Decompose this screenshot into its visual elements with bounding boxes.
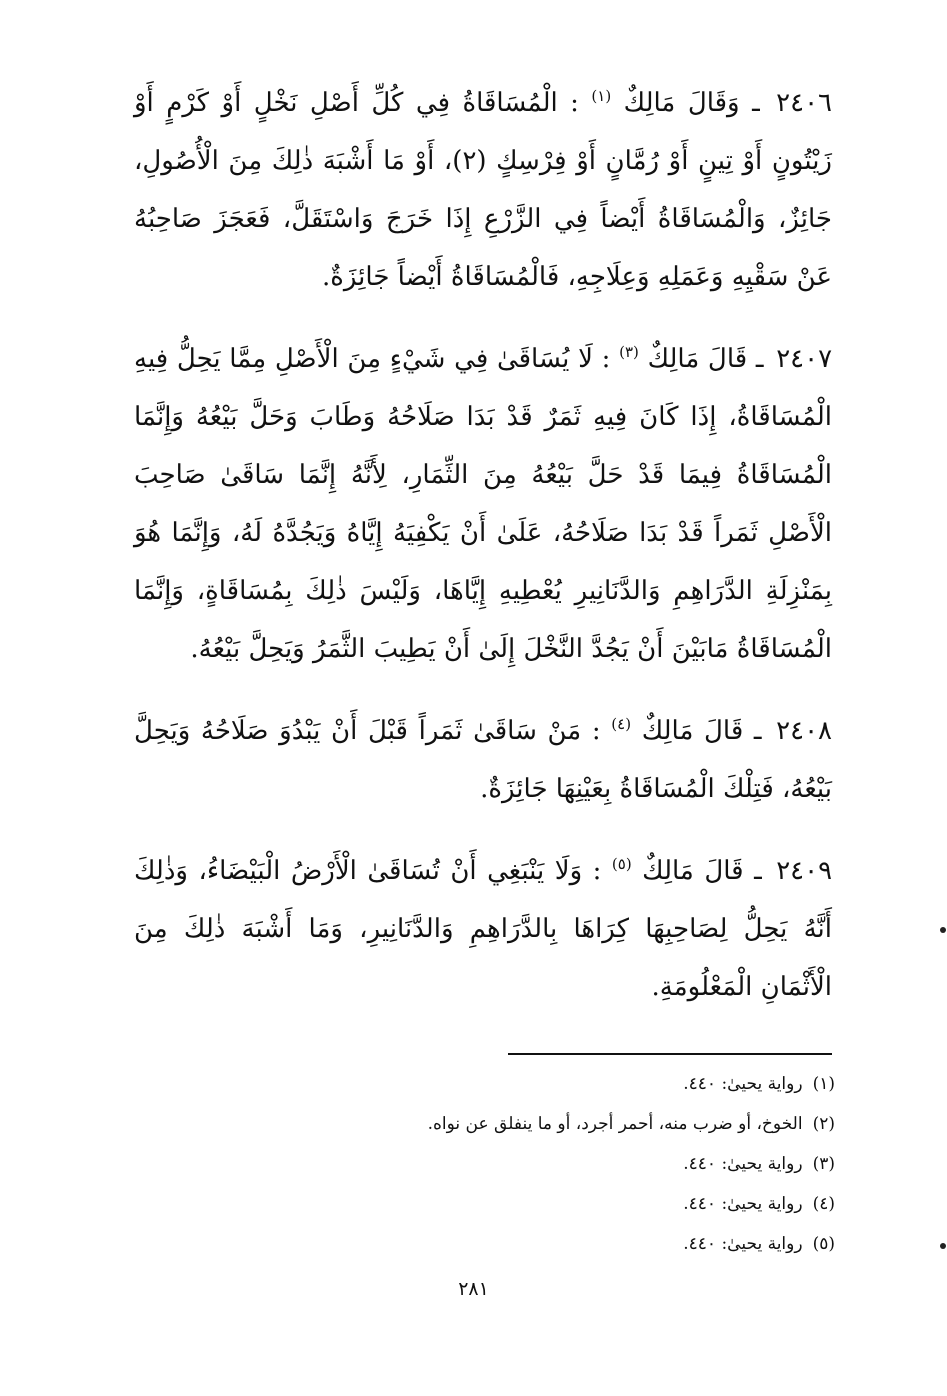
footnote-ref: (٥) [611, 855, 632, 873]
footnote-item [135, 1234, 835, 1274]
footnote-ref: (٣) [619, 343, 639, 361]
paragraph-number: ٢٤٠٦ [776, 88, 833, 118]
paragraph-2406 [134, 74, 832, 306]
paragraph-lead: ـ قَالَ مَالِكٌ [641, 716, 762, 746]
paragraph-text: : لَا يُسَاقَىٰ فِي شَيْءٍ مِنَ الْأَصْلِ مِمَّا يَحِلُّ فِيهِ الْمُسَاقَاةُ، إِذَا كَانَ فِيهِ ثَمَرٌ قَدْ بَدَا صَلَاحُهُ وَطَابَ وَحَلَّ بَيْعُهُ وَإِنَّمَا الْمُسَاقَاةُ فِيمَا قَدْ حَلَّ بَيْعُهُ مِنَ الثِّمَارِ، لِأَنَّهُ إِنَّمَا سَاقَىٰ صَاحِبَ الْأَصْلِ ثَمَراً قَدْ بَدَا صَلَاحُهُ، عَلَىٰ أَنْ يَكْفِيَهُ إِيَّاهُ وَيَجُدَّهُ لَهُ، وَإِنَّمَا هُوَ بِمَنْزِلَةِ الدَّرَاهِمِ وَالدَّنَانِيرِ يُعْطِيهِ إِيَّاهَا، وَلَيْسَ ذٰلِكَ بِمُسَاقَاةٍ، وَإِنَّمَا الْمُسَاقَاةُ مَابَيْنَ أَنْ يَجُدَّ النَّخْلَ إِلَىٰ أَنْ يَطِيبَ الثَّمَرُ وَيَحِلَّ بَيْعُهُ. [134, 344, 832, 664]
footnote-text: الخوخ، أو ضرب منه، أحمر أجرد، أو ما ينفلق عن نواه. [427, 1114, 803, 1134]
paragraph-lead: ـ وَقَالَ مَالِكٌ [623, 88, 760, 118]
footnote-item [135, 1074, 835, 1114]
footnote-number: (٢) [812, 1114, 835, 1134]
paragraph-number: ٢٤٠٨ [776, 716, 833, 746]
footnote-number: (٤) [812, 1194, 835, 1214]
footnote-ref: (١) [591, 87, 612, 105]
page-number: ٢٨١ [458, 1278, 489, 1300]
scan-speck [940, 927, 946, 933]
paragraph-number: ٢٤٠٧ [776, 344, 833, 374]
paragraph-2409 [134, 842, 832, 1016]
footnote-number: (٥) [812, 1234, 835, 1254]
footnote-text: رواية يحيىٰ: ٤٤٠. [683, 1234, 803, 1254]
footnote-ref: (٤) [611, 715, 632, 733]
footnote-number: (١) [812, 1074, 835, 1094]
paragraph-2407 [134, 330, 832, 678]
footnote-text: رواية يحيىٰ: ٤٤٠. [683, 1194, 803, 1214]
footnote-item [135, 1194, 835, 1234]
footnote-item [135, 1154, 835, 1194]
paragraph-lead: ـ قَالَ مَالِكٌ [642, 856, 762, 886]
footnotes [135, 1074, 835, 1274]
footnote-number: (٣) [812, 1154, 835, 1174]
paragraph-text: : مَنْ سَاقَىٰ ثَمَراً قَبْلَ أَنْ يَبْدُوَ صَلَاحُهُ وَيَحِلَّ بَيْعُهُ، فَتِلْكَ الْمُسَاقَاةُ بِعَيْنِهَا جَائِزَةٌ. [134, 716, 832, 804]
paragraph-text: : وَلَا يَنْبَغِي أَنْ تُسَاقَىٰ الْأَرْضُ الْبَيْضَاءُ، وَذٰلِكَ أَنَّهُ يَحِلُّ لِصَاحِبِهَا كِرَاهَا بِالدَّرَاهِمِ وَالدَّنَانِيرِ، وَمَا أَشْبَهَ ذٰلِكَ مِنَ الْأَثْمَانِ الْمَعْلُومَةِ. [134, 856, 832, 1002]
footnote-separator [508, 1053, 832, 1055]
scan-speck [940, 1243, 946, 1249]
paragraph-lead: ـ قَالَ مَالِكٌ [647, 344, 764, 374]
footnote-text: رواية يحيىٰ: ٤٤٠. [683, 1154, 803, 1174]
paragraph-2408 [134, 702, 832, 818]
footnote-item [135, 1114, 835, 1154]
paragraph-number: ٢٤٠٩ [776, 856, 833, 886]
paragraph-text: : الْمُسَاقَاةُ فِي كُلِّ أَصْلِ نَخْلٍ أَوْ كَرْمٍ أَوْ زَيْتُونٍ أَوْ تِينٍ أَوْ رُمَّانٍ أَوْ فِرْسِكٍ (٢)، أَوْ مَا أَشْبَهَ ذٰلِكَ مِنَ الْأُصُولِ، جَائِزٌ، وَالْمُسَاقَاةُ أَيْضاً فِي الزَّرْعِ إِذَا خَرَجَ وَاسْتَقَلَّ، فَعَجَزَ صَاحِبُهُ عَنْ سَقْيِهِ وَعَمَلِهِ وَعِلَاجِهِ، فَالْمُسَاقَاةُ أَيْضاً جَائِزَةٌ. [134, 88, 832, 292]
footnote-text: رواية يحيىٰ: ٤٤٠. [683, 1074, 803, 1094]
